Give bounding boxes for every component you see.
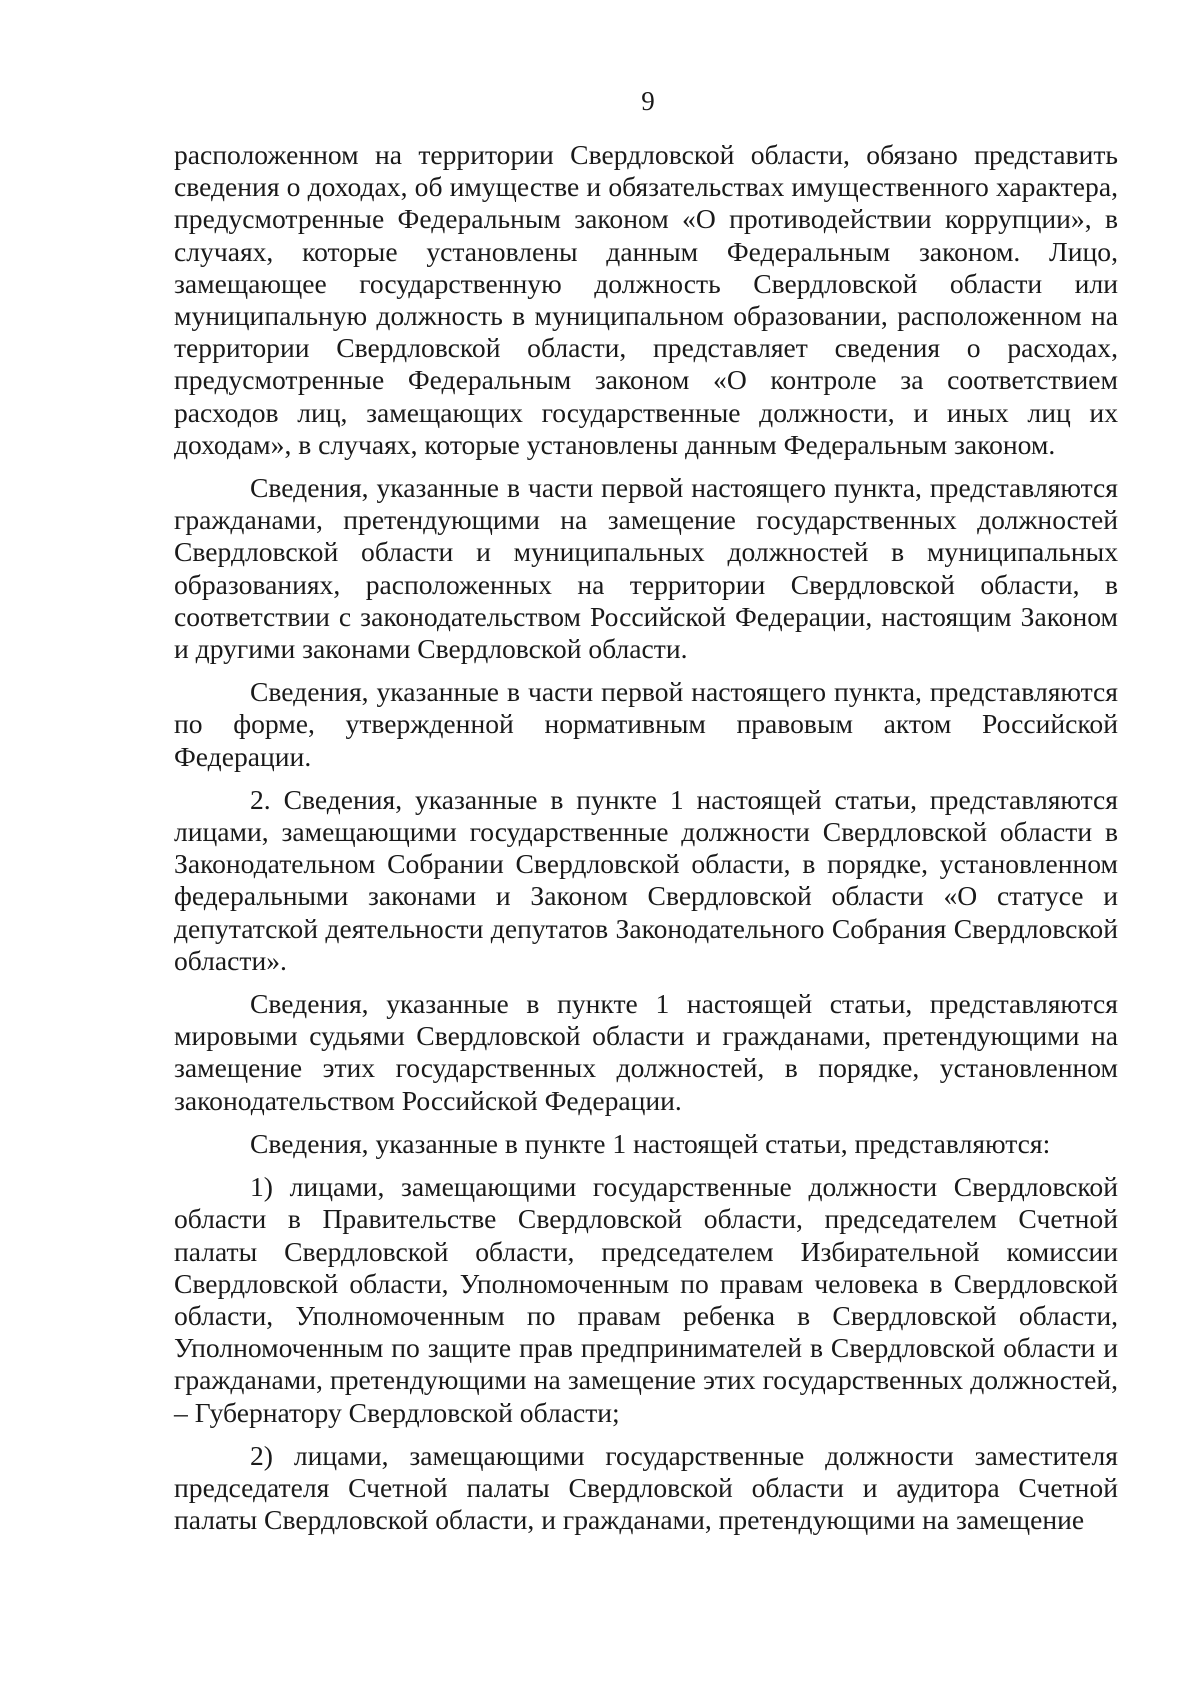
paragraph: Сведения, указанные в пункте 1 настоящей статьи, представляются мировыми судьями Свердловской области и гражданами, претендующими на замещение этих государственных должностей, в порядке, установленном законодательством Российской Федерации. <box>174 988 1118 1116</box>
list-item-1: 1) лицами, замещающими государственные должности Свердловской области в Правительстве Свердловской области, председателем Счетной палаты Свердловской области, председателем Избирательной комиссии Свердловской области, Уполномоченным по правам человека в Свердловской области, Уполномоченным по правам ребенка в Свердловской области, Уполномоченным по защите прав предпринимателей в Свердловской области и гражданами, претендующими на замещение этих государственных должностей, – Губернатору Свердловской области; <box>174 1171 1118 1428</box>
paragraph: Сведения, указанные в пункте 1 настоящей статьи, представляются: <box>250 1127 1051 1159</box>
paragraph-continuation: расположенном на территории Свердловской области, обязано представить сведения о доходах, об имуществе и обязательствах имущественного характера, предусмотренные Федеральным законом «О противодействии коррупции», в случаях, которые установлены данным Федеральным законом. Лицо, замещающее государственную должность Свердловской области или муниципальную должность в муниципальном образовании, расположенном на территории Свердловской области, представляет сведения о расходах, предусмотренные Федеральным законом «О контроле за соответствием расходов лиц, замещающих государственные должности, и иных лиц их доходам», в случаях, которые установлены данным Федеральным законом. <box>174 139 1118 460</box>
document-body <box>174 139 1118 1536</box>
paragraph: Сведения, указанные в части первой настоящего пункта, представляются гражданами, претендующими на замещение государственных должностей Свердловской области и муниципальных должностей в муниципальных образованиях, расположенных на территории Свердловской области, в соответствии с законодательством Российской Федерации, настоящим Законом и другими законами Свердловской области. <box>174 472 1118 665</box>
paragraph: Сведения, указанные в части первой настоящего пункта, представляются по форме, утвержденной нормативным правовым актом Российской Федерации. <box>174 676 1118 772</box>
list-item-2: 2) лицами, замещающими государственные должности заместителя председателя Счетной палаты Свердловской области и аудитора Счетной палаты Свердловской области, и гражданами, претендующими на замещение <box>174 1439 1118 1536</box>
paragraph-item-2: 2. Сведения, указанные в пункте 1 настоящей статьи, представляются лицами, замещающими государственные должности Свердловской области в Законодательном Собрании Свердловской области, в порядке, установленном федеральными законами и Законом Свердловской области «О статусе и депутатской деятельности депутатов Законодательного Собрания Свердловской области». <box>174 783 1118 976</box>
page-number: 9 <box>641 86 655 116</box>
